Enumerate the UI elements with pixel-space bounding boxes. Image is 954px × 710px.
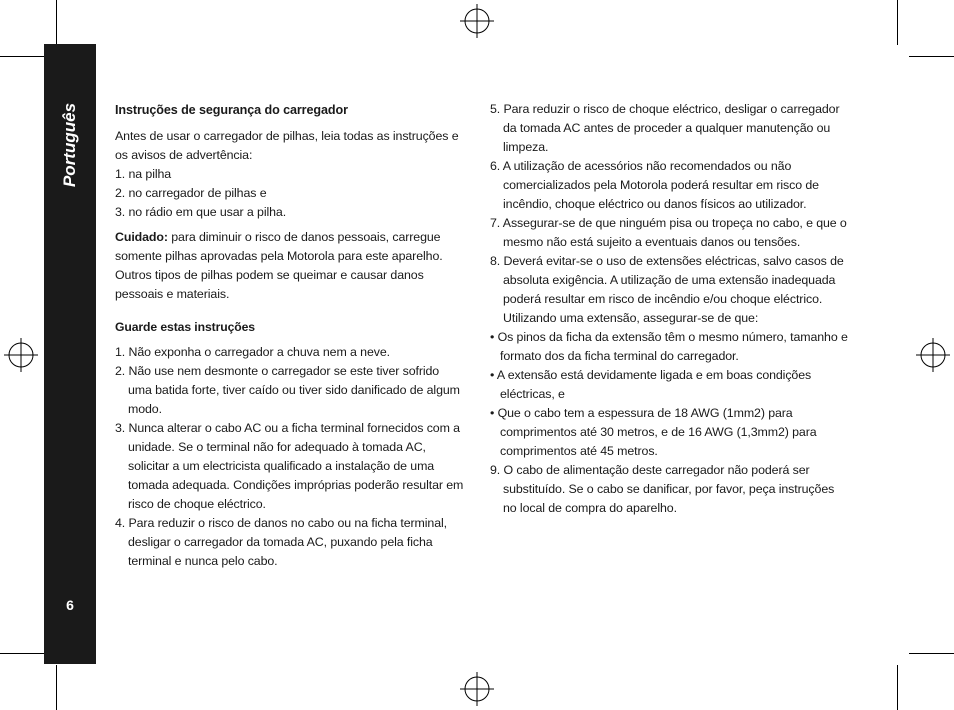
caution-text: para diminuir o risco de danos pessoais, carregue somente pilhas aprovadas pela Motorola para este aparelho. Outros tipos de pilhas podem se queimar e causar danos pessoais e materiais. [115,230,443,301]
right-column [490,100,850,518]
crop-mark [0,653,45,654]
registration-mark-icon [460,4,494,38]
bullet-item: • Os pinos da ficha da extensão têm o mesmo número, tamanho e formato dos da ficha terminal do carregador. [490,330,848,363]
bullet-item: • A extensão está devidamente ligada e em boas condições eléctricas, e [490,368,812,401]
page-number: 6 [66,597,74,613]
registration-mark-icon [460,672,494,706]
crop-mark [909,653,954,654]
intro-list-item: 3. no rádio em que usar a pilha. [115,205,287,219]
instruction-item: 9. O cabo de alimentação deste carregador não poderá ser substituído. Se o cabo se danificar, por favor, peça instruções no local de compra do aparelho. [490,463,835,515]
instruction-item: 8. Deverá evitar-se o uso de extensões eléctricas, salvo casos de absoluta exigência. A utilização de uma extensão inadequada poderá resultar em risco de incêndio e/ou choque eléctrico. Utilizando uma extensão, assegurar-se de que: [490,254,844,325]
left-column [115,101,465,571]
registration-mark-icon [916,338,950,372]
crop-mark [897,0,898,45]
crop-mark [56,665,57,710]
caution-paragraph [115,228,465,304]
instruction-item: 2. Não use nem desmonte o carregador se este tiver sofrido uma batida forte, tiver caído ou tiver sido danificado de algum modo. [115,364,460,416]
instruction-item: 5. Para reduzir o risco de choque eléctrico, desligar o carregador da tomada AC antes de proceder a qualquer manutenção ou limpeza. [490,102,840,154]
bullet-item: • Que o cabo tem a espessura de 18 AWG (1mm2) para comprimentos até 30 metros, e de 16 AWG (1,3mm2) para comprimentos até 45 metros. [490,406,817,458]
section-heading: Instruções de segurança do carregador [115,103,348,117]
instruction-item: 1. Não exponha o carregador a chuva nem a neve. [115,345,390,359]
subheading: Guarde estas instruções [115,320,255,334]
caution-label: Cuidado: [115,230,168,244]
intro-list-item: 2. no carregador de pilhas e [115,186,267,200]
crop-mark [0,56,45,57]
registration-mark-icon [4,338,38,372]
language-tab [52,100,88,190]
instruction-item: 7. Assegurar-se de que ninguém pisa ou tropeça no cabo, e que o mesmo não está sujeito a eventuais danos ou tensões. [490,216,847,249]
intro-list-item: 1. na pilha [115,167,172,181]
crop-mark [56,0,57,45]
crop-mark [909,56,954,57]
crop-mark [897,665,898,710]
language-label: Português [60,102,79,188]
instruction-item: 6. A utilização de acessórios não recomendados ou não comercializados pela Motorola poderá resultar em risco de incêndio, choque eléctrico ou danos físicos ao utilizador. [490,159,819,211]
intro-paragraph: Antes de usar o carregador de pilhas, leia todas as instruções e os avisos de advertência: [115,129,459,162]
instruction-item: 4. Para reduzir o risco de danos no cabo ou na ficha terminal, desligar o carregador da tomada AC, puxando pela ficha terminal e nunca pelo cabo. [115,516,447,568]
instruction-item: 3. Nunca alterar o cabo AC ou a ficha terminal fornecidos com a unidade. Se o terminal não for adequado à tomada AC, solicitar a um electricista qualificado a instalação de uma tomada adequada. Condições impróprias poderão resultar em risco de choque eléctrico. [115,421,464,511]
